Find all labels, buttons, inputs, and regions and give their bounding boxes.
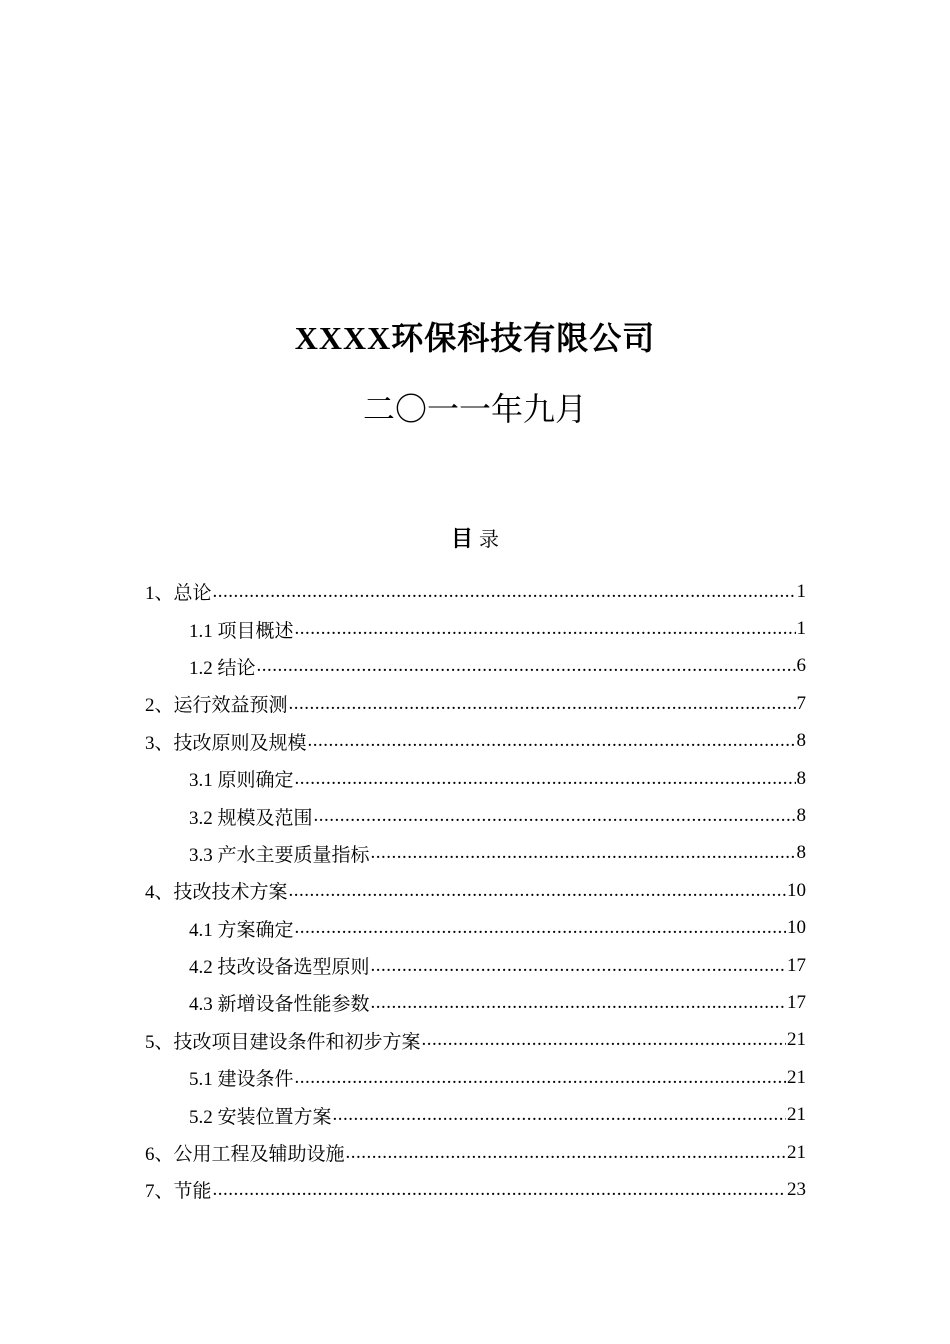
toc-entry[interactable] [145, 1022, 806, 1059]
toc-entry-label: 7、节能 [145, 1181, 212, 1203]
document-date: 二〇一一年九月 [362, 390, 587, 428]
toc-entry[interactable] [145, 984, 806, 1021]
toc-leader-dots [289, 693, 796, 715]
toc-leader-dots [295, 917, 786, 939]
toc-entry[interactable] [145, 1059, 806, 1096]
company-name: XXXX环保科技有限公司 [294, 320, 656, 356]
toc-entry-label: 5、技改项目建设条件和初步方案 [145, 1031, 421, 1053]
toc-entry-page: 7 [796, 692, 806, 714]
toc-entry-label: 4.3 新增设备性能参数 [189, 994, 370, 1016]
toc-entry[interactable] [145, 872, 806, 909]
toc-leader-dots [295, 768, 796, 790]
toc-entry-label: 3.2 规模及范围 [189, 807, 313, 829]
toc-leader-dots [213, 581, 796, 603]
toc-entry-page: 8 [796, 730, 806, 752]
toc-entry-label: 5.1 建设条件 [189, 1069, 294, 1091]
toc-leader-dots [371, 992, 786, 1014]
toc-entry[interactable] [145, 573, 806, 610]
toc-entry-page: 23 [787, 1178, 806, 1200]
toc-entry-page: 10 [787, 917, 806, 939]
toc-entry[interactable] [145, 648, 806, 685]
toc-entry-page: 8 [796, 842, 806, 864]
toc-leader-dots [346, 1142, 786, 1164]
toc-entry[interactable] [145, 723, 806, 760]
toc-entry[interactable] [145, 947, 806, 984]
toc-entry-label: 3、技改原则及规模 [145, 732, 307, 754]
toc-entry-page: 8 [796, 767, 806, 789]
toc-entry-label: 2、运行效益预测 [145, 695, 288, 717]
toc-entry-page: 21 [787, 1066, 806, 1088]
toc-entry-label: 1、总论 [145, 583, 212, 605]
toc-entry[interactable] [145, 1171, 806, 1208]
toc-entry-page: 6 [796, 655, 806, 677]
toc-leader-dots [257, 655, 796, 677]
toc-entry-page: 10 [787, 879, 806, 901]
toc-entry-label: 5.2 安装位置方案 [189, 1106, 332, 1128]
toc-leader-dots [422, 1029, 786, 1051]
table-of-contents [145, 573, 806, 1209]
toc-entry-page: 1 [796, 580, 806, 602]
toc-entry-page: 21 [787, 1104, 806, 1126]
toc-entry-page: 1 [796, 618, 806, 640]
toc-entry[interactable] [145, 685, 806, 722]
toc-entry[interactable] [145, 610, 806, 647]
toc-entry-page: 21 [787, 1029, 806, 1051]
toc-entry[interactable] [145, 1134, 806, 1171]
toc-entry-label: 4.1 方案确定 [189, 919, 294, 941]
toc-entry-label: 4.2 技改设备选型原则 [189, 957, 370, 979]
toc-entry-label: 3.1 原则确定 [189, 770, 294, 792]
toc-leader-dots [371, 955, 786, 977]
toc-leader-dots [314, 805, 796, 827]
toc-entry-label: 6、公用工程及辅助设施 [145, 1144, 345, 1166]
toc-entry-page: 17 [787, 954, 806, 976]
toc-leader-dots [295, 618, 796, 640]
toc-entry-page: 8 [796, 805, 806, 827]
toc-leader-dots [295, 1067, 786, 1089]
toc-entry[interactable] [145, 760, 806, 797]
toc-leader-dots [333, 1104, 786, 1126]
toc-entry-label: 1.1 项目概述 [189, 620, 294, 642]
toc-entry-page: 21 [787, 1141, 806, 1163]
toc-title-part2: 录 [479, 527, 499, 551]
toc-entry-label: 3.3 产水主要质量指标 [189, 844, 370, 866]
toc-entry[interactable] [145, 797, 806, 834]
toc-leader-dots [371, 842, 796, 864]
toc-entry-page: 17 [787, 991, 806, 1013]
toc-leader-dots [308, 730, 796, 752]
toc-entry-label: 1.2 结论 [189, 657, 256, 679]
toc-leader-dots [213, 1179, 786, 1201]
toc-entry[interactable] [145, 835, 806, 872]
toc-leader-dots [289, 880, 786, 902]
toc-entry[interactable] [145, 1096, 806, 1133]
toc-entry[interactable] [145, 910, 806, 947]
toc-title-part1: 目 [450, 527, 473, 552]
toc-title [0, 524, 950, 555]
toc-entry-label: 4、技改技术方案 [145, 882, 288, 904]
